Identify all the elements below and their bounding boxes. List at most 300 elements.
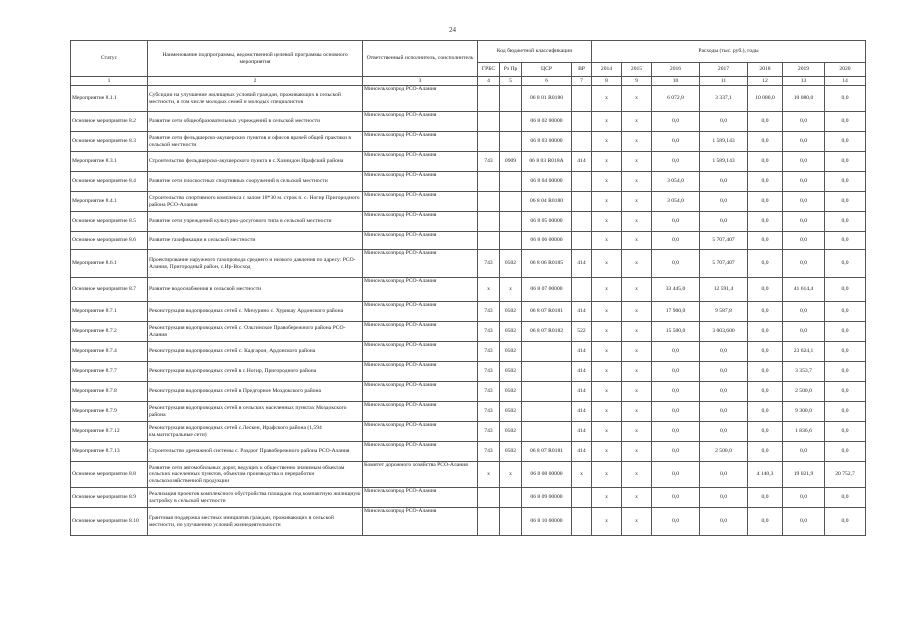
expense-cell: 0,0 bbox=[783, 488, 825, 508]
expense-cell: x bbox=[622, 302, 652, 322]
header-year: 2019 bbox=[783, 63, 825, 77]
rzpr-cell bbox=[500, 132, 522, 152]
status-cell: Мероприятие 8.7.8 bbox=[71, 382, 148, 402]
expense-cell: 1 589,143 bbox=[700, 152, 748, 172]
grbs-cell: x bbox=[478, 278, 500, 302]
csr-cell bbox=[522, 382, 572, 402]
expense-cell: x bbox=[592, 86, 622, 112]
grbs-cell bbox=[478, 86, 500, 112]
expense-cell: x bbox=[592, 152, 622, 172]
executor-cell: Минсельхозпрод РСО-Алания bbox=[363, 302, 478, 322]
expense-cell: 5 707,407 bbox=[700, 250, 748, 278]
rzpr-cell bbox=[500, 172, 522, 192]
expense-cell: 0,0 bbox=[825, 172, 866, 192]
expense-cell: 3 054,0 bbox=[652, 192, 700, 212]
executor-cell: Минсельхозпрод РСО-Алания bbox=[363, 322, 478, 342]
header-status: Статус bbox=[71, 41, 148, 77]
name-cell: Строительство фельдшерско-акушерского пункта в с.Хазнидон Ирафский района bbox=[148, 152, 363, 172]
grbs-cell: 743 bbox=[478, 402, 500, 422]
table-row bbox=[71, 232, 866, 250]
rzpr-cell bbox=[500, 232, 522, 250]
expense-cell: 0,0 bbox=[652, 232, 700, 250]
expense-cell: 0,0 bbox=[748, 212, 783, 232]
expense-cell: 0,0 bbox=[652, 508, 700, 536]
table-row bbox=[71, 152, 866, 172]
status-cell: Основное мероприятие 8.8 bbox=[71, 462, 148, 488]
expense-cell: x bbox=[592, 362, 622, 382]
header-csr: ЦСР bbox=[522, 63, 572, 77]
expense-cell: 0,0 bbox=[748, 402, 783, 422]
executor-cell: Минсельхозпрод РСО-Алания bbox=[363, 362, 478, 382]
vr-cell bbox=[572, 278, 592, 302]
header-vr: ВР bbox=[572, 63, 592, 77]
expense-cell: 23 624,1 bbox=[783, 342, 825, 362]
grbs-cell: 743 bbox=[478, 152, 500, 172]
expense-cell: 0,0 bbox=[825, 152, 866, 172]
expense-cell: x bbox=[592, 172, 622, 192]
expense-cell: 0,0 bbox=[825, 278, 866, 302]
vr-cell: 414 bbox=[572, 442, 592, 462]
expense-cell: 0,0 bbox=[783, 442, 825, 462]
status-cell: Мероприятие 8.7.13 bbox=[71, 442, 148, 462]
expense-cell: x bbox=[622, 112, 652, 132]
vr-cell bbox=[572, 172, 592, 192]
executor-cell: Минсельхозпрод РСО-Алания bbox=[363, 342, 478, 362]
csr-cell: 06 8 02 00000 bbox=[522, 112, 572, 132]
rzpr-cell: 0909 bbox=[500, 152, 522, 172]
rzpr-cell: 0502 bbox=[500, 342, 522, 362]
csr-cell: 06 8 04 R0180 bbox=[522, 192, 572, 212]
vr-cell bbox=[572, 192, 592, 212]
expense-cell: 0,0 bbox=[700, 212, 748, 232]
expense-cell: 0,0 bbox=[783, 112, 825, 132]
program-table bbox=[70, 40, 866, 536]
expense-cell: 0,0 bbox=[700, 488, 748, 508]
expense-cell: 12 591,4 bbox=[700, 278, 748, 302]
vr-cell bbox=[572, 132, 592, 152]
expense-cell: 0,0 bbox=[825, 86, 866, 112]
table-row bbox=[71, 402, 866, 422]
expense-cell: 0,0 bbox=[748, 112, 783, 132]
header-rzpr: Рз Пр bbox=[500, 63, 522, 77]
column-index-cell: 3 bbox=[363, 77, 478, 86]
csr-cell: 06 8 06 00000 bbox=[522, 232, 572, 250]
expense-cell: 0,0 bbox=[700, 342, 748, 362]
header-name: Наименование подпрограммы, ведомственной целевой программы основного мероприятия bbox=[148, 41, 363, 77]
expense-cell: 0,0 bbox=[748, 362, 783, 382]
expense-cell: x bbox=[592, 382, 622, 402]
csr-cell: 06 8 08 00000 bbox=[522, 462, 572, 488]
status-cell: Мероприятие 8.6.1 bbox=[71, 250, 148, 278]
status-cell: Мероприятие 8.7.7 bbox=[71, 362, 148, 382]
grbs-cell: 743 bbox=[478, 302, 500, 322]
column-index-cell: 8 bbox=[592, 77, 622, 86]
status-cell: Основное мероприятие 8.3 bbox=[71, 132, 148, 152]
vr-cell bbox=[572, 232, 592, 250]
csr-cell: 06 8 05 00000 bbox=[522, 212, 572, 232]
expense-cell: 0,0 bbox=[700, 462, 748, 488]
executor-cell: Минсельхозпрод РСО-Алания bbox=[363, 488, 478, 508]
status-cell: Основное мероприятие 8.6 bbox=[71, 232, 148, 250]
rzpr-cell bbox=[500, 86, 522, 112]
expense-cell: 0,0 bbox=[783, 152, 825, 172]
expense-cell: 0,0 bbox=[748, 192, 783, 212]
expense-cell: 0,0 bbox=[783, 172, 825, 192]
executor-cell: Минсельхозпрод РСО-Алания bbox=[363, 172, 478, 192]
executor-cell: Минсельхозпрод РСО-Алания bbox=[363, 402, 478, 422]
rzpr-cell bbox=[500, 112, 522, 132]
table-row bbox=[71, 132, 866, 152]
expense-cell: x bbox=[592, 442, 622, 462]
name-cell: Развитие сети учреждений культурно-досугового типа в сельской местности bbox=[148, 212, 363, 232]
executor-cell: Комитет дорожного хозяйства РСО-Алания bbox=[363, 462, 478, 488]
expense-cell: 0,0 bbox=[783, 232, 825, 250]
expense-cell: 0,0 bbox=[783, 132, 825, 152]
csr-cell: 06 8 07 R0181 bbox=[522, 442, 572, 462]
rzpr-cell: x bbox=[500, 278, 522, 302]
expense-cell: 4 140,3 bbox=[748, 462, 783, 488]
grbs-cell bbox=[478, 172, 500, 192]
column-index-cell: 6 bbox=[522, 77, 572, 86]
expense-cell: 0,0 bbox=[825, 508, 866, 536]
table-row bbox=[71, 488, 866, 508]
expense-cell: 0,0 bbox=[748, 322, 783, 342]
csr-cell bbox=[522, 362, 572, 382]
column-index-cell: 11 bbox=[700, 77, 748, 86]
expense-cell: 0,0 bbox=[700, 112, 748, 132]
header-year: 2016 bbox=[652, 63, 700, 77]
expense-cell: 1 589,143 bbox=[700, 132, 748, 152]
expense-cell: 33 445,0 bbox=[652, 278, 700, 302]
vr-cell bbox=[572, 112, 592, 132]
csr-cell: 06 8 01 R0180 bbox=[522, 86, 572, 112]
expense-cell: 0,0 bbox=[652, 132, 700, 152]
status-cell: Мероприятие 8.7.12 bbox=[71, 422, 148, 442]
vr-cell: 414 bbox=[572, 302, 592, 322]
table-header bbox=[71, 41, 866, 77]
table-row bbox=[71, 302, 866, 322]
table-row bbox=[71, 382, 866, 402]
rzpr-cell: 0502 bbox=[500, 302, 522, 322]
status-cell: Основное мероприятие 8.10 bbox=[71, 508, 148, 536]
expense-cell: x bbox=[622, 172, 652, 192]
grbs-cell bbox=[478, 212, 500, 232]
expense-cell: 0,0 bbox=[652, 212, 700, 232]
table-row bbox=[71, 112, 866, 132]
expense-cell: x bbox=[622, 342, 652, 362]
status-cell: Основное мероприятие 8.7 bbox=[71, 278, 148, 302]
header-year: 2015 bbox=[622, 63, 652, 77]
vr-cell: 414 bbox=[572, 422, 592, 442]
header-executor: Ответственный исполнитель, соисполнитель bbox=[363, 41, 478, 77]
status-cell: Мероприятие 8.3.1 bbox=[71, 152, 148, 172]
expense-cell: 0,0 bbox=[783, 192, 825, 212]
executor-cell: Минсельхозпрод РСО-Алания bbox=[363, 278, 478, 302]
expense-cell: 41 614,4 bbox=[783, 278, 825, 302]
expense-cell: 0,0 bbox=[652, 112, 700, 132]
table-row bbox=[71, 508, 866, 536]
name-cell: Реконструкция водопроводных сетей с.Лескен, Ирафского района (1,594 км.магистральные сети) bbox=[148, 422, 363, 442]
grbs-cell bbox=[478, 488, 500, 508]
expense-cell: 0,0 bbox=[748, 278, 783, 302]
expense-cell: 0,0 bbox=[652, 152, 700, 172]
expense-cell: 0,0 bbox=[825, 362, 866, 382]
rzpr-cell bbox=[500, 508, 522, 536]
column-index-cell: 10 bbox=[652, 77, 700, 86]
expense-cell: 3 353,7 bbox=[783, 362, 825, 382]
csr-cell bbox=[522, 342, 572, 362]
executor-cell: Минсельхозпрод РСО-Алания bbox=[363, 212, 478, 232]
executor-cell: Минсельхозпрод РСО-Алания bbox=[363, 250, 478, 278]
expense-cell: 20 752,7 bbox=[825, 462, 866, 488]
expense-cell: 0,0 bbox=[783, 212, 825, 232]
expense-cell: x bbox=[592, 212, 622, 232]
expense-cell: 0,0 bbox=[748, 508, 783, 536]
vr-cell: 522 bbox=[572, 322, 592, 342]
vr-cell: 414 bbox=[572, 362, 592, 382]
header-expenses: Расходы (тыс. руб.), годы bbox=[592, 41, 866, 63]
expense-cell: x bbox=[592, 462, 622, 488]
expense-cell: x bbox=[622, 232, 652, 250]
status-cell: Мероприятие 8.7.9 bbox=[71, 402, 148, 422]
rzpr-cell: 0502 bbox=[500, 422, 522, 442]
status-cell: Основное мероприятие 8.5 bbox=[71, 212, 148, 232]
grbs-cell bbox=[478, 232, 500, 250]
expense-cell: 0,0 bbox=[825, 212, 866, 232]
expense-cell: x bbox=[622, 382, 652, 402]
expense-cell: 0,0 bbox=[652, 362, 700, 382]
name-cell: Реконструкция водопроводных сетей с. Кадгарон, Ардонского района bbox=[148, 342, 363, 362]
name-cell: Реконструкция водопроводных сетей с. Ольгинское Правобережного района РСО-Алания bbox=[148, 322, 363, 342]
expense-cell: x bbox=[622, 442, 652, 462]
expense-cell: 0,0 bbox=[825, 342, 866, 362]
expense-cell: 0,0 bbox=[652, 342, 700, 362]
column-index-cell: 5 bbox=[500, 77, 522, 86]
name-cell: Реконструкция водопроводных сетей с. Мичурино с. Хурикау Ардонского района bbox=[148, 302, 363, 322]
csr-cell: 06 8 07 R0182 bbox=[522, 322, 572, 342]
grbs-cell: 743 bbox=[478, 322, 500, 342]
column-index-cell: 2 bbox=[148, 77, 363, 86]
header-kbk: Код бюджетной классификации bbox=[478, 41, 592, 63]
table-row bbox=[71, 172, 866, 192]
expense-cell: x bbox=[592, 192, 622, 212]
table-row bbox=[71, 86, 866, 112]
expense-cell: 0,0 bbox=[748, 382, 783, 402]
expense-cell: 0,0 bbox=[700, 422, 748, 442]
grbs-cell bbox=[478, 112, 500, 132]
expense-cell: 0,0 bbox=[700, 172, 748, 192]
grbs-cell bbox=[478, 508, 500, 536]
csr-cell: 06 8 07 R0181 bbox=[522, 302, 572, 322]
expense-cell: 0,0 bbox=[748, 250, 783, 278]
vr-cell bbox=[572, 86, 592, 112]
csr-cell: 06 8 03 R018А bbox=[522, 152, 572, 172]
expense-cell: 5 707,407 bbox=[700, 232, 748, 250]
expense-cell: 0,0 bbox=[748, 302, 783, 322]
grbs-cell bbox=[478, 132, 500, 152]
rzpr-cell bbox=[500, 212, 522, 232]
expense-cell: 0,0 bbox=[825, 112, 866, 132]
vr-cell bbox=[572, 488, 592, 508]
table-row bbox=[71, 462, 866, 488]
expense-cell: 0,0 bbox=[652, 402, 700, 422]
expense-cell: x bbox=[622, 488, 652, 508]
expense-cell: x bbox=[592, 112, 622, 132]
expense-cell: 0,0 bbox=[825, 132, 866, 152]
grbs-cell: 743 bbox=[478, 442, 500, 462]
vr-cell bbox=[572, 212, 592, 232]
vr-cell bbox=[572, 508, 592, 536]
page-number: 24 bbox=[449, 26, 456, 34]
name-cell: Реконструкция водопроводных сетей в с.Ногир, Пригородного района bbox=[148, 362, 363, 382]
name-cell: Проектирование наружного газопровода среднего и низкого давления по адресу: РСО-Алания, Пригородный район, с.Ир-Восход bbox=[148, 250, 363, 278]
expense-cell: 19 021,9 bbox=[783, 462, 825, 488]
name-cell: Развитие сети фельдшерско-акушерских пунктов и офисов врачей общей практики в сельской местности bbox=[148, 132, 363, 152]
name-cell: Реконструкция водопроводных сетей в сельских населенных пунктах Моздокского района bbox=[148, 402, 363, 422]
grbs-cell: 743 bbox=[478, 250, 500, 278]
expense-cell: 0,0 bbox=[783, 302, 825, 322]
csr-cell: 06 8 09 00000 bbox=[522, 488, 572, 508]
expense-cell: 9 587,8 bbox=[700, 302, 748, 322]
expense-cell: 0,0 bbox=[783, 322, 825, 342]
expense-cell: x bbox=[592, 322, 622, 342]
expense-cell: 0,0 bbox=[652, 422, 700, 442]
table-row bbox=[71, 322, 866, 342]
column-index-cell: 12 bbox=[748, 77, 783, 86]
header-year: 2020 bbox=[825, 63, 866, 77]
name-cell: Реконструкция водопроводных сетей в Предгорное Моздокского района bbox=[148, 382, 363, 402]
column-index-cell: 14 bbox=[825, 77, 866, 86]
status-cell: Мероприятие 8.7.2 bbox=[71, 322, 148, 342]
expense-cell: 0,0 bbox=[783, 250, 825, 278]
expense-cell: 0,0 bbox=[783, 508, 825, 536]
expense-cell: 0,0 bbox=[748, 132, 783, 152]
name-cell: Развитие сети общеобразовательных учреждений в сельской местности bbox=[148, 112, 363, 132]
column-index-cell: 9 bbox=[622, 77, 652, 86]
expense-cell: 1 836,6 bbox=[783, 422, 825, 442]
expense-cell: 3 003,600 bbox=[700, 322, 748, 342]
grbs-cell: 743 bbox=[478, 422, 500, 442]
expense-cell: 0,0 bbox=[748, 232, 783, 250]
expense-cell: 3 337,1 bbox=[700, 86, 748, 112]
expense-cell: 0,0 bbox=[748, 488, 783, 508]
expense-cell: x bbox=[622, 132, 652, 152]
csr-cell: 06 8 03 00000 bbox=[522, 132, 572, 152]
expense-cell: 9 300,0 bbox=[783, 402, 825, 422]
csr-cell: 06 8 10 00000 bbox=[522, 508, 572, 536]
executor-cell: Минсельхозпрод РСО-Алания bbox=[363, 422, 478, 442]
rzpr-cell: 0502 bbox=[500, 322, 522, 342]
expense-cell: 0,0 bbox=[825, 302, 866, 322]
rzpr-cell: 0502 bbox=[500, 402, 522, 422]
rzpr-cell: 0502 bbox=[500, 362, 522, 382]
expense-cell: x bbox=[622, 508, 652, 536]
status-cell: Мероприятие 8.4.1 bbox=[71, 192, 148, 212]
name-cell: Грантовая поддержка местных инициатив граждан, проживающих в сельской местности, по улучшению условий жизнедеятельности bbox=[148, 508, 363, 536]
expense-cell: 17 900,0 bbox=[652, 302, 700, 322]
executor-cell: Минсельхозпрод РСО-Алания bbox=[363, 112, 478, 132]
grbs-cell: 743 bbox=[478, 362, 500, 382]
rzpr-cell: 0502 bbox=[500, 442, 522, 462]
expense-cell: 0,0 bbox=[825, 488, 866, 508]
expense-cell: 6 072,0 bbox=[652, 86, 700, 112]
expense-cell: x bbox=[622, 86, 652, 112]
grbs-cell bbox=[478, 192, 500, 212]
vr-cell: 414 bbox=[572, 402, 592, 422]
vr-cell: 414 bbox=[572, 250, 592, 278]
csr-cell bbox=[522, 422, 572, 442]
expense-cell: x bbox=[592, 232, 622, 250]
table-body bbox=[71, 77, 866, 536]
name-cell: Развитие сети плоскостных спортивных сооружений в сельской местности bbox=[148, 172, 363, 192]
grbs-cell: 743 bbox=[478, 382, 500, 402]
name-cell: Субсидии на улучшение жилищных условий граждан, проживающих в сельской местности, в том числе молодых семей и молодых специалистов bbox=[148, 86, 363, 112]
table-row bbox=[71, 250, 866, 278]
name-cell: Строительство спортивного комплекса с залом 18*30 м. строк п. с. Ногир Пригородного района РСО-Алания bbox=[148, 192, 363, 212]
expense-cell: x bbox=[622, 402, 652, 422]
expense-cell: 0,0 bbox=[652, 462, 700, 488]
executor-cell: Минсельхозпрод РСО-Алания bbox=[363, 508, 478, 536]
executor-cell: Минсельхозпрод РСО-Алания bbox=[363, 152, 478, 172]
expense-cell: 0,0 bbox=[825, 322, 866, 342]
name-cell: Развитие сети автомобильных дорог, ведущих к общественно значимым объектам сельских населенных пунктов, объектам производства и переработки сельскохозяйственной продукции bbox=[148, 462, 363, 488]
expense-cell: x bbox=[622, 322, 652, 342]
expense-cell: 2 500,0 bbox=[783, 382, 825, 402]
status-cell: Мероприятие 8.7.1 bbox=[71, 302, 148, 322]
vr-cell: 414 bbox=[572, 152, 592, 172]
expense-cell: 0,0 bbox=[825, 422, 866, 442]
table-row bbox=[71, 422, 866, 442]
table-row bbox=[71, 192, 866, 212]
expense-cell: 0,0 bbox=[652, 442, 700, 462]
executor-cell: Минсельхозпрод РСО-Алания bbox=[363, 192, 478, 212]
csr-cell: 06 8 07 00000 bbox=[522, 278, 572, 302]
expense-cell: x bbox=[622, 422, 652, 442]
executor-cell: Минсельхозпрод РСО-Алания bbox=[363, 232, 478, 250]
grbs-cell: 743 bbox=[478, 342, 500, 362]
column-index-cell: 7 bbox=[572, 77, 592, 86]
expense-cell: 0,0 bbox=[825, 382, 866, 402]
column-index-cell: 13 bbox=[783, 77, 825, 86]
column-index-cell: 1 bbox=[71, 77, 148, 86]
expense-cell: x bbox=[592, 342, 622, 362]
csr-cell: 06 8 04 00000 bbox=[522, 172, 572, 192]
expense-cell: 0,0 bbox=[700, 192, 748, 212]
expense-cell: 0,0 bbox=[700, 402, 748, 422]
table-row bbox=[71, 362, 866, 382]
header-year: 2014 bbox=[592, 63, 622, 77]
expense-cell: 0,0 bbox=[825, 192, 866, 212]
expense-cell: x bbox=[622, 250, 652, 278]
name-cell: Строительство дренажной системы с. Раздзог Правобережного района РСО-Алания bbox=[148, 442, 363, 462]
expense-cell: 0,0 bbox=[652, 382, 700, 402]
expense-cell: 0,0 bbox=[700, 508, 748, 536]
expense-cell: x bbox=[592, 402, 622, 422]
expense-cell: 0,0 bbox=[825, 402, 866, 422]
table-row bbox=[71, 212, 866, 232]
expense-cell: 0,0 bbox=[652, 250, 700, 278]
expense-cell: 0,0 bbox=[748, 422, 783, 442]
expense-cell: x bbox=[592, 132, 622, 152]
status-cell: Мероприятие 8.1.1 bbox=[71, 86, 148, 112]
csr-cell bbox=[522, 402, 572, 422]
status-cell: Основное мероприятие 8.2 bbox=[71, 112, 148, 132]
table-row bbox=[71, 278, 866, 302]
vr-cell: 414 bbox=[572, 382, 592, 402]
expense-cell: 10 080,0 bbox=[748, 86, 783, 112]
vr-cell: 414 bbox=[572, 342, 592, 362]
expense-cell: 0,0 bbox=[700, 362, 748, 382]
